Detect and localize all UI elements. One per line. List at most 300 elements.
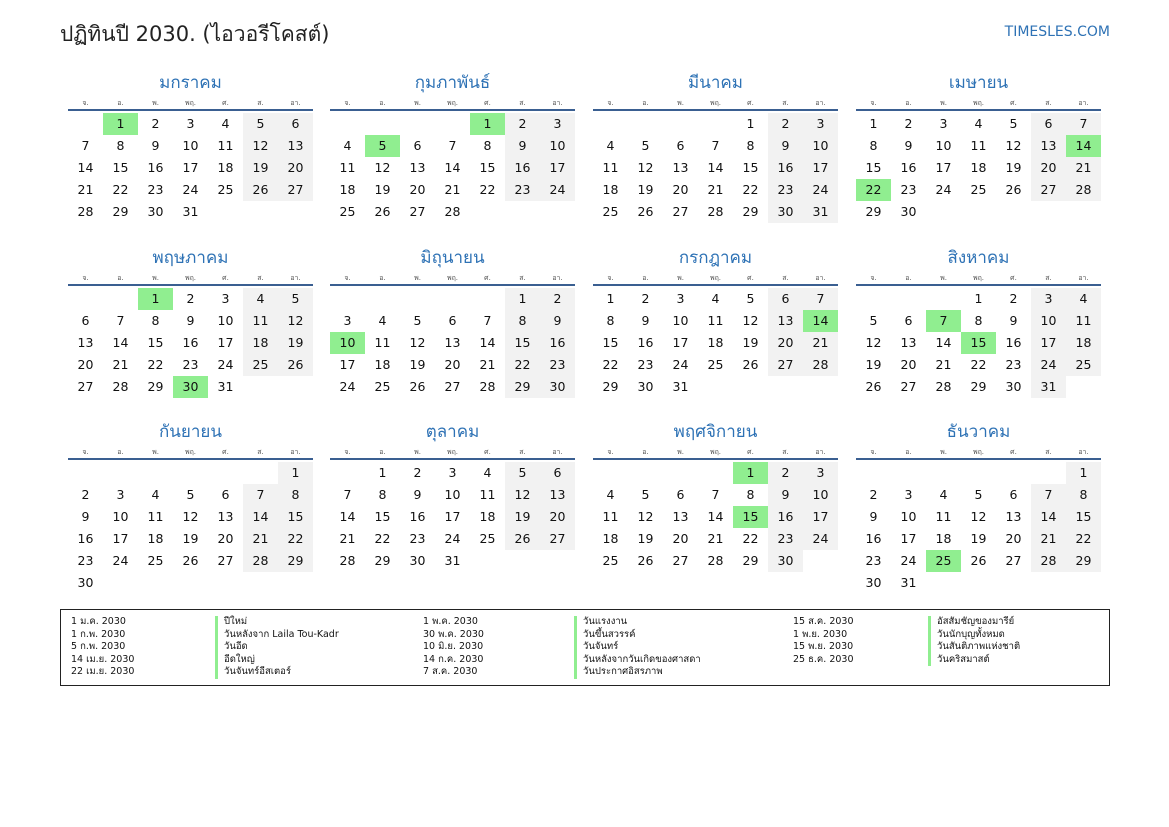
day-cell[interactable]: 6 (413, 138, 422, 153)
day-cell[interactable]: 18 (217, 160, 234, 175)
day-cell[interactable]: 8 (869, 138, 878, 153)
day-cell[interactable]: 18 (602, 182, 619, 197)
day-cell[interactable]: 9 (540, 310, 575, 332)
day-cell[interactable]: 23 (768, 528, 803, 550)
day-cell[interactable]: 11 (479, 487, 496, 502)
day-cell[interactable]: 3 (221, 291, 230, 306)
day-cell[interactable]: 13 (540, 484, 575, 506)
day-cell[interactable]: 26 (243, 179, 278, 201)
day-cell[interactable]: 14 (243, 506, 278, 528)
day-cell[interactable]: 5 (413, 313, 422, 328)
day-cell[interactable]: 29 (147, 379, 164, 394)
day-cell[interactable]: 9 (186, 313, 195, 328)
day-cell[interactable]: 23 (900, 182, 917, 197)
day-cell[interactable]: 21 (339, 531, 356, 546)
day-cell[interactable]: 30 (768, 201, 803, 223)
day-cell[interactable]: 7 (711, 487, 720, 502)
day-cell[interactable]: 2 (151, 116, 160, 131)
day-cell[interactable]: 30 (865, 575, 882, 590)
day-cell[interactable]: 6 (768, 288, 803, 310)
day-cell[interactable]: 14 (112, 335, 129, 350)
day-cell[interactable]: 24 (900, 553, 917, 568)
day-cell[interactable]: 27 (1005, 553, 1022, 568)
day-cell[interactable]: 17 (444, 509, 461, 524)
day-cell[interactable]: 1 (733, 462, 768, 484)
day-cell[interactable]: 10 (803, 484, 838, 506)
day-cell[interactable]: 4 (343, 138, 352, 153)
day-cell[interactable]: 16 (768, 506, 803, 528)
day-cell[interactable]: 28 (935, 379, 952, 394)
day-cell[interactable]: 2 (81, 487, 90, 502)
day-cell[interactable]: 28 (707, 553, 724, 568)
day-cell[interactable]: 28 (707, 204, 724, 219)
day-cell[interactable]: 25 (374, 379, 391, 394)
day-cell[interactable]: 5 (365, 135, 400, 157)
day-cell[interactable]: 29 (742, 204, 759, 219)
day-cell[interactable]: 12 (637, 160, 654, 175)
day-cell[interactable]: 5 (746, 291, 755, 306)
day-cell[interactable]: 4 (606, 138, 615, 153)
day-cell[interactable]: 23 (768, 179, 803, 201)
day-cell[interactable]: 9 (413, 487, 422, 502)
day-cell[interactable]: 7 (81, 138, 90, 153)
day-cell[interactable]: 5 (505, 462, 540, 484)
day-cell[interactable]: 21 (243, 528, 278, 550)
day-cell[interactable]: 18 (707, 335, 724, 350)
day-cell[interactable]: 20 (409, 182, 426, 197)
day-cell[interactable]: 28 (1066, 179, 1101, 201)
day-cell[interactable]: 9 (768, 135, 803, 157)
day-cell[interactable]: 20 (77, 357, 94, 372)
day-cell[interactable]: 3 (939, 116, 948, 131)
day-cell[interactable]: 5 (243, 113, 278, 135)
day-cell[interactable]: 3 (186, 116, 195, 131)
day-cell[interactable]: 14 (1066, 135, 1101, 157)
day-cell[interactable]: 3 (803, 113, 838, 135)
day-cell[interactable]: 14 (339, 509, 356, 524)
day-cell[interactable]: 1 (103, 113, 138, 135)
day-cell[interactable]: 26 (637, 204, 654, 219)
day-cell[interactable]: 4 (711, 291, 720, 306)
day-cell[interactable]: 25 (217, 182, 234, 197)
day-cell[interactable]: 19 (865, 357, 882, 372)
day-cell[interactable]: 29 (278, 550, 313, 572)
day-cell[interactable]: 20 (672, 531, 689, 546)
day-cell[interactable]: 9 (1009, 313, 1018, 328)
day-cell[interactable]: 26 (742, 357, 759, 372)
day-cell[interactable]: 17 (1031, 332, 1066, 354)
day-cell[interactable]: 17 (803, 506, 838, 528)
day-cell[interactable]: 26 (278, 354, 313, 376)
day-cell[interactable]: 15 (374, 509, 391, 524)
day-cell[interactable]: 3 (676, 291, 685, 306)
day-cell[interactable]: 12 (182, 509, 199, 524)
day-cell[interactable]: 31 (672, 379, 689, 394)
day-cell[interactable]: 22 (479, 182, 496, 197)
day-cell[interactable]: 19 (1005, 160, 1022, 175)
day-cell[interactable]: 16 (1005, 335, 1022, 350)
day-cell[interactable]: 23 (147, 182, 164, 197)
day-cell[interactable]: 19 (374, 182, 391, 197)
day-cell[interactable]: 30 (900, 204, 917, 219)
day-cell[interactable]: 27 (217, 553, 234, 568)
day-cell[interactable]: 24 (444, 531, 461, 546)
day-cell[interactable]: 6 (1031, 113, 1066, 135)
day-cell[interactable]: 21 (1031, 528, 1066, 550)
day-cell[interactable]: 30 (637, 379, 654, 394)
day-cell[interactable]: 22 (1066, 528, 1101, 550)
day-cell[interactable]: 27 (672, 553, 689, 568)
day-cell[interactable]: 23 (865, 553, 882, 568)
day-cell[interactable]: 21 (1066, 157, 1101, 179)
day-cell[interactable]: 6 (676, 138, 685, 153)
day-cell[interactable]: 13 (1005, 509, 1022, 524)
day-cell[interactable]: 17 (672, 335, 689, 350)
day-cell[interactable]: 8 (1066, 484, 1101, 506)
day-cell[interactable]: 8 (746, 487, 755, 502)
day-cell[interactable]: 16 (768, 157, 803, 179)
day-cell[interactable]: 25 (479, 531, 496, 546)
day-cell[interactable]: 21 (479, 357, 496, 372)
day-cell[interactable]: 4 (974, 116, 983, 131)
day-cell[interactable]: 2 (540, 288, 575, 310)
day-cell[interactable]: 22 (112, 182, 129, 197)
day-cell[interactable]: 7 (448, 138, 457, 153)
day-cell[interactable]: 11 (707, 313, 724, 328)
day-cell[interactable]: 15 (147, 335, 164, 350)
day-cell[interactable]: 3 (803, 462, 838, 484)
day-cell[interactable]: 19 (278, 332, 313, 354)
day-cell[interactable]: 14 (707, 509, 724, 524)
day-cell[interactable]: 15 (961, 332, 996, 354)
day-cell[interactable]: 30 (409, 553, 426, 568)
day-cell[interactable]: 6 (540, 462, 575, 484)
day-cell[interactable]: 28 (803, 354, 838, 376)
day-cell[interactable]: 24 (339, 379, 356, 394)
day-cell[interactable]: 5 (1009, 116, 1018, 131)
day-cell[interactable]: 24 (803, 528, 838, 550)
day-cell[interactable]: 17 (900, 531, 917, 546)
day-cell[interactable]: 19 (182, 531, 199, 546)
day-cell[interactable]: 17 (935, 160, 952, 175)
day-cell[interactable]: 16 (900, 160, 917, 175)
day-cell[interactable]: 13 (1031, 135, 1066, 157)
day-cell[interactable]: 19 (243, 157, 278, 179)
day-cell[interactable]: 10 (935, 138, 952, 153)
day-cell[interactable]: 29 (742, 553, 759, 568)
day-cell[interactable]: 20 (540, 506, 575, 528)
day-cell[interactable]: 11 (147, 509, 164, 524)
day-cell[interactable]: 22 (742, 182, 759, 197)
day-cell[interactable]: 26 (374, 204, 391, 219)
day-cell[interactable]: 12 (1005, 138, 1022, 153)
day-cell[interactable]: 15 (742, 160, 759, 175)
day-cell[interactable]: 15 (505, 332, 540, 354)
day-cell[interactable]: 24 (672, 357, 689, 372)
day-cell[interactable]: 25 (970, 182, 987, 197)
day-cell[interactable]: 27 (77, 379, 94, 394)
day-cell[interactable]: 10 (112, 509, 129, 524)
day-cell[interactable]: 21 (112, 357, 129, 372)
day-cell[interactable]: 6 (904, 313, 913, 328)
day-cell[interactable]: 19 (637, 182, 654, 197)
day-cell[interactable]: 29 (374, 553, 391, 568)
day-cell[interactable]: 22 (742, 531, 759, 546)
day-cell[interactable]: 30 (768, 550, 803, 572)
day-cell[interactable]: 23 (1005, 357, 1022, 372)
day-cell[interactable]: 16 (865, 531, 882, 546)
day-cell[interactable]: 8 (746, 138, 755, 153)
day-cell[interactable]: 16 (182, 335, 199, 350)
day-cell[interactable]: 22 (278, 528, 313, 550)
day-cell[interactable]: 13 (444, 335, 461, 350)
day-cell[interactable]: 18 (339, 182, 356, 197)
day-cell[interactable]: 19 (970, 531, 987, 546)
day-cell[interactable]: 1 (974, 291, 983, 306)
day-cell[interactable]: 12 (742, 313, 759, 328)
day-cell[interactable]: 6 (81, 313, 90, 328)
day-cell[interactable]: 31 (900, 575, 917, 590)
day-cell[interactable]: 10 (217, 313, 234, 328)
day-cell[interactable]: 24 (112, 553, 129, 568)
day-cell[interactable]: 26 (970, 553, 987, 568)
day-cell[interactable]: 3 (448, 465, 457, 480)
day-cell[interactable]: 29 (602, 379, 619, 394)
day-cell[interactable]: 30 (540, 376, 575, 398)
day-cell[interactable]: 17 (540, 157, 575, 179)
day-cell[interactable]: 13 (672, 509, 689, 524)
day-cell[interactable]: 11 (970, 138, 987, 153)
day-cell[interactable]: 9 (151, 138, 160, 153)
day-cell[interactable]: 15 (278, 506, 313, 528)
day-cell[interactable]: 1 (869, 116, 878, 131)
day-cell[interactable]: 20 (900, 357, 917, 372)
day-cell[interactable]: 18 (479, 509, 496, 524)
day-cell[interactable]: 7 (343, 487, 352, 502)
day-cell[interactable]: 22 (602, 357, 619, 372)
day-cell[interactable]: 16 (637, 335, 654, 350)
day-cell[interactable]: 22 (147, 357, 164, 372)
day-cell[interactable]: 16 (409, 509, 426, 524)
day-cell[interactable]: 17 (112, 531, 129, 546)
day-cell[interactable]: 27 (672, 204, 689, 219)
day-cell[interactable]: 27 (409, 204, 426, 219)
day-cell[interactable]: 16 (540, 332, 575, 354)
day-cell[interactable]: 19 (637, 531, 654, 546)
day-cell[interactable]: 15 (479, 160, 496, 175)
day-cell[interactable]: 23 (182, 357, 199, 372)
day-cell[interactable]: 11 (602, 160, 619, 175)
day-cell[interactable]: 18 (147, 531, 164, 546)
day-cell[interactable]: 20 (278, 157, 313, 179)
day-cell[interactable]: 12 (637, 509, 654, 524)
day-cell[interactable]: 27 (540, 528, 575, 550)
day-cell[interactable]: 16 (147, 160, 164, 175)
day-cell[interactable]: 8 (483, 138, 492, 153)
day-cell[interactable]: 10 (444, 487, 461, 502)
day-cell[interactable]: 8 (606, 313, 615, 328)
day-cell[interactable]: 23 (637, 357, 654, 372)
day-cell[interactable]: 11 (243, 310, 278, 332)
day-cell[interactable]: 15 (1066, 506, 1101, 528)
day-cell[interactable]: 12 (970, 509, 987, 524)
day-cell[interactable]: 26 (865, 379, 882, 394)
day-cell[interactable]: 31 (182, 204, 199, 219)
day-cell[interactable]: 21 (444, 182, 461, 197)
day-cell[interactable]: 10 (540, 135, 575, 157)
day-cell[interactable]: 20 (768, 332, 803, 354)
day-cell[interactable]: 23 (505, 179, 540, 201)
day-cell[interactable]: 28 (243, 550, 278, 572)
day-cell[interactable]: 20 (217, 531, 234, 546)
day-cell[interactable]: 5 (974, 487, 983, 502)
day-cell[interactable]: 28 (1031, 550, 1066, 572)
day-cell[interactable]: 9 (904, 138, 913, 153)
day-cell[interactable]: 12 (243, 135, 278, 157)
day-cell[interactable]: 18 (602, 531, 619, 546)
day-cell[interactable]: 3 (904, 487, 913, 502)
day-cell[interactable]: 11 (374, 335, 391, 350)
day-cell[interactable]: 25 (339, 204, 356, 219)
day-cell[interactable]: 8 (974, 313, 983, 328)
day-cell[interactable]: 13 (900, 335, 917, 350)
day-cell[interactable]: 6 (1009, 487, 1018, 502)
day-cell[interactable]: 4 (939, 487, 948, 502)
day-cell[interactable]: 2 (1009, 291, 1018, 306)
day-cell[interactable]: 10 (803, 135, 838, 157)
day-cell[interactable]: 21 (77, 182, 94, 197)
day-cell[interactable]: 20 (444, 357, 461, 372)
day-cell[interactable]: 17 (217, 335, 234, 350)
day-cell[interactable]: 26 (637, 553, 654, 568)
day-cell[interactable]: 12 (409, 335, 426, 350)
day-cell[interactable]: 1 (746, 116, 755, 131)
day-cell[interactable]: 4 (483, 465, 492, 480)
day-cell[interactable]: 13 (278, 135, 313, 157)
day-cell[interactable]: 11 (217, 138, 234, 153)
day-cell[interactable]: 14 (77, 160, 94, 175)
day-cell[interactable]: 14 (707, 160, 724, 175)
day-cell[interactable]: 20 (672, 182, 689, 197)
day-cell[interactable]: 22 (505, 354, 540, 376)
day-cell[interactable]: 7 (1066, 113, 1101, 135)
day-cell[interactable]: 29 (970, 379, 987, 394)
day-cell[interactable]: 9 (505, 135, 540, 157)
day-cell[interactable]: 22 (856, 179, 891, 201)
day-cell[interactable]: 4 (378, 313, 387, 328)
day-cell[interactable]: 12 (865, 335, 882, 350)
day-cell[interactable]: 27 (278, 179, 313, 201)
day-cell[interactable]: 29 (865, 204, 882, 219)
day-cell[interactable]: 24 (803, 179, 838, 201)
day-cell[interactable]: 9 (869, 509, 878, 524)
day-cell[interactable]: 18 (374, 357, 391, 372)
day-cell[interactable]: 14 (803, 310, 838, 332)
day-cell[interactable]: 23 (540, 354, 575, 376)
day-cell[interactable]: 27 (444, 379, 461, 394)
day-cell[interactable]: 2 (186, 291, 195, 306)
day-cell[interactable]: 9 (641, 313, 650, 328)
day-cell[interactable]: 23 (409, 531, 426, 546)
day-cell[interactable]: 13 (672, 160, 689, 175)
day-cell[interactable]: 31 (1031, 376, 1066, 398)
day-cell[interactable]: 20 (1031, 157, 1066, 179)
day-cell[interactable]: 16 (505, 157, 540, 179)
day-cell[interactable]: 15 (112, 160, 129, 175)
day-cell[interactable]: 2 (413, 465, 422, 480)
day-cell[interactable]: 24 (540, 179, 575, 201)
day-cell[interactable]: 21 (707, 182, 724, 197)
day-cell[interactable]: 27 (900, 379, 917, 394)
day-cell[interactable]: 5 (186, 487, 195, 502)
day-cell[interactable]: 8 (116, 138, 125, 153)
day-cell[interactable]: 16 (77, 531, 94, 546)
day-cell[interactable]: 18 (935, 531, 952, 546)
day-cell[interactable]: 7 (1031, 484, 1066, 506)
day-cell[interactable]: 4 (221, 116, 230, 131)
day-cell[interactable]: 27 (1031, 179, 1066, 201)
day-cell[interactable]: 20 (1005, 531, 1022, 546)
day-cell[interactable]: 7 (483, 313, 492, 328)
day-cell[interactable]: 29 (1066, 550, 1101, 572)
site-link[interactable]: TIMESLES.COM (1004, 24, 1110, 40)
day-cell[interactable]: 6 (221, 487, 230, 502)
day-cell[interactable]: 26 (182, 553, 199, 568)
day-cell[interactable]: 7 (926, 310, 961, 332)
day-cell[interactable]: 5 (278, 288, 313, 310)
day-cell[interactable]: 10 (1031, 310, 1066, 332)
day-cell[interactable]: 10 (672, 313, 689, 328)
day-cell[interactable]: 31 (803, 201, 838, 223)
day-cell[interactable]: 4 (1066, 288, 1101, 310)
day-cell[interactable]: 29 (505, 376, 540, 398)
day-cell[interactable]: 11 (1066, 310, 1101, 332)
day-cell[interactable]: 13 (77, 335, 94, 350)
day-cell[interactable]: 19 (742, 335, 759, 350)
day-cell[interactable]: 4 (606, 487, 615, 502)
day-cell[interactable]: 6 (278, 113, 313, 135)
day-cell[interactable]: 15 (602, 335, 619, 350)
day-cell[interactable]: 4 (151, 487, 160, 502)
day-cell[interactable]: 19 (505, 506, 540, 528)
day-cell[interactable]: 25 (602, 553, 619, 568)
day-cell[interactable]: 13 (768, 310, 803, 332)
day-cell[interactable]: 3 (1031, 288, 1066, 310)
day-cell[interactable]: 28 (112, 379, 129, 394)
day-cell[interactable]: 25 (926, 550, 961, 572)
day-cell[interactable]: 30 (173, 376, 208, 398)
day-cell[interactable]: 29 (112, 204, 129, 219)
day-cell[interactable]: 24 (935, 182, 952, 197)
day-cell[interactable]: 17 (339, 357, 356, 372)
day-cell[interactable]: 11 (339, 160, 356, 175)
day-cell[interactable]: 14 (935, 335, 952, 350)
day-cell[interactable]: 10 (182, 138, 199, 153)
day-cell[interactable]: 24 (182, 182, 199, 197)
day-cell[interactable]: 7 (116, 313, 125, 328)
day-cell[interactable]: 1 (505, 288, 540, 310)
day-cell[interactable]: 12 (374, 160, 391, 175)
day-cell[interactable]: 2 (768, 462, 803, 484)
day-cell[interactable]: 27 (768, 354, 803, 376)
day-cell[interactable]: 9 (768, 484, 803, 506)
day-cell[interactable]: 10 (330, 332, 365, 354)
day-cell[interactable]: 25 (1066, 354, 1101, 376)
day-cell[interactable]: 8 (278, 484, 313, 506)
day-cell[interactable]: 28 (77, 204, 94, 219)
day-cell[interactable]: 4 (243, 288, 278, 310)
day-cell[interactable]: 3 (540, 113, 575, 135)
